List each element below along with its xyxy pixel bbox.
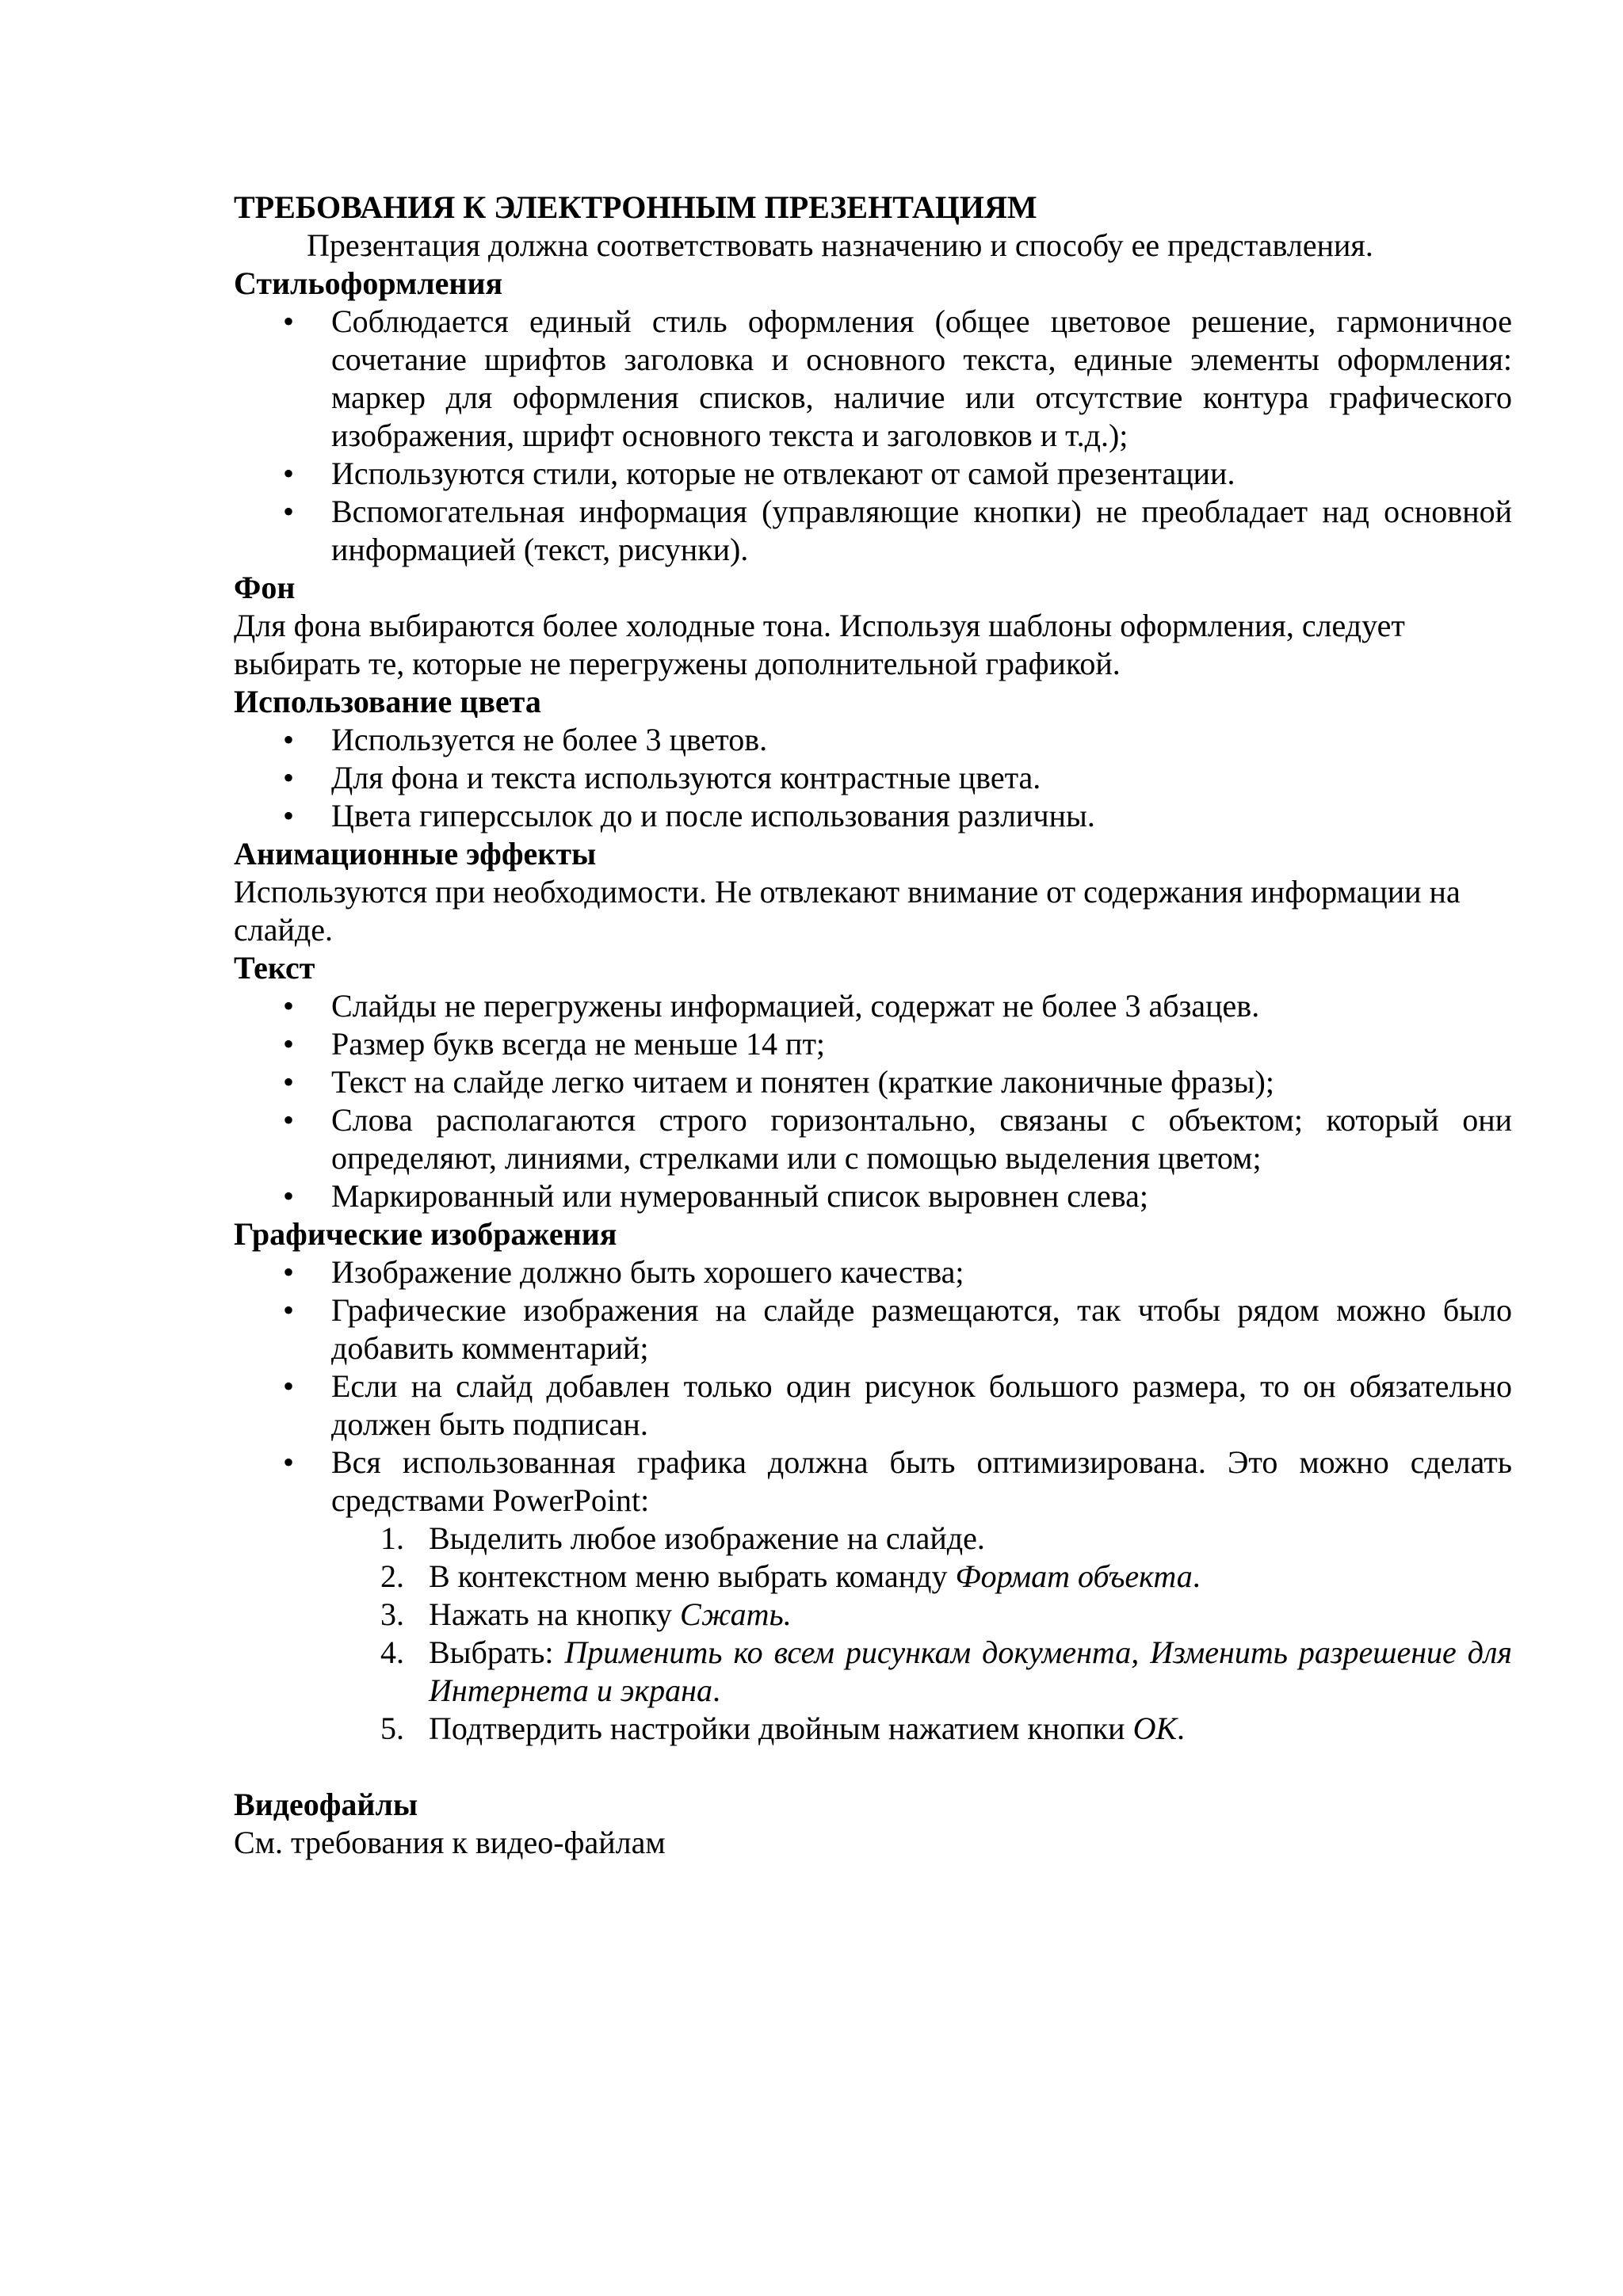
style-list <box>234 303 1512 569</box>
step-item: 2. В контекстном меню выбрать команду Формат объекта. <box>380 1558 1201 1594</box>
list-item: • Вспомогательная информация (управляющие кнопки) не преобладает над основной информацией (текст, рисунки). <box>283 494 1512 567</box>
list-item: • Для фона и текста используются контрастные цвета. <box>283 760 1041 795</box>
document-page <box>234 189 1512 1862</box>
list-item: • Размер букв всегда не меньше 14 пт; <box>283 1026 826 1062</box>
list-item: • Используется не более 3 цветов. <box>283 722 768 757</box>
heading-background: Фон <box>234 570 296 605</box>
bullet-icon: • <box>283 1254 295 1290</box>
color-list <box>234 721 1512 835</box>
optimization-steps <box>234 1520 1512 1748</box>
list-item: • Слайды не перегружены информацией, содержат не более 3 абзацев. <box>283 988 1260 1024</box>
list-item: • Используются стили, которые не отвлекают от самой презентации. <box>283 456 1235 491</box>
animation-paragraph: Используются при необходимости. Не отвлекают внимание от содержания информации на слайде. <box>234 874 1461 948</box>
step-item: 5. Подтвердить настройки двойным нажатием кнопки ОК. <box>380 1711 1186 1746</box>
bullet-icon: • <box>283 456 295 491</box>
document-title: ТРЕБОВАНИЯ К ЭЛЕКТРОННЫМ ПРЕЗЕНТАЦИЯМ <box>234 189 1037 225</box>
bullet-icon: • <box>283 1444 295 1480</box>
step-item: 3. Нажать на кнопку Сжать. <box>380 1596 792 1632</box>
step-number: 5. <box>380 1711 404 1746</box>
list-item: • Изображение должно быть хорошего качества; <box>283 1254 964 1290</box>
list-item: • Маркированный или нумерованный список выровнен слева; <box>283 1178 1148 1214</box>
heading-style: Стильоформления <box>234 265 503 301</box>
intro-paragraph: Презентация должна соответствовать назначению и способу ее представления. <box>307 227 1373 263</box>
bullet-icon: • <box>283 1064 295 1100</box>
list-item: • Цвета гиперссылок до и после использования различны. <box>283 798 1095 833</box>
heading-text: Текст <box>234 950 315 986</box>
bullet-icon: • <box>283 1026 295 1062</box>
list-item: • Соблюдается единый стиль оформления (общее цветовое решение, гармоничное сочетание шрифтов заголовка и основного текста, единые элементы оформления: маркер для оформления списков, наличие или отсутствие контура графического изображения, шрифт основного текста и заголовков и т.д.); <box>283 303 1512 453</box>
bullet-icon: • <box>283 303 295 339</box>
step-item: 4. Выбрать: Применить ко всем рисункам документа, Изменить разрешение для Интернета и экрана. <box>380 1634 1513 1708</box>
heading-color: Использование цвета <box>234 684 541 719</box>
step-item: 1. Выделить любое изображение на слайде. <box>380 1520 985 1556</box>
bullet-icon: • <box>283 1178 295 1214</box>
step-number: 1. <box>380 1520 404 1556</box>
list-item: • Графические изображения на слайде размещаются, так чтобы рядом можно было добавить комментарий; <box>283 1292 1512 1366</box>
bullet-icon: • <box>283 798 295 833</box>
bullet-icon: • <box>283 1292 295 1328</box>
heading-graphics: Графические изображения <box>234 1216 617 1252</box>
heading-animation: Анимационные эффекты <box>234 836 597 871</box>
bullet-icon: • <box>283 1368 295 1404</box>
list-item: • Слова располагаются строго горизонтально, связаны с объектом; который они определяют, линиями, стрелками или с помощью выделения цветом; <box>283 1102 1512 1176</box>
bullet-icon: • <box>283 1102 295 1138</box>
bullet-icon: • <box>283 494 295 529</box>
video-paragraph: См. требования к видео-файлам <box>234 1825 666 1860</box>
bullet-icon: • <box>283 722 295 757</box>
graphics-list <box>234 1253 1512 1520</box>
step-number: 3. <box>380 1596 404 1632</box>
step-number: 4. <box>380 1634 404 1670</box>
list-item: • Текст на слайде легко читаем и понятен (краткие лаконичные фразы); <box>283 1064 1274 1100</box>
list-item: • Если на слайд добавлен только один рисунок большого размера, то он обязательно должен быть подписан. <box>283 1368 1512 1442</box>
spacer <box>234 1748 1512 1786</box>
list-item: • Вся использованная графика должна быть оптимизирована. Это можно сделать средствами PowerPoint: <box>283 1444 1512 1518</box>
step-number: 2. <box>380 1558 404 1594</box>
background-paragraph: Для фона выбираются более холодные тона. Используя шаблоны оформления, следует выбирать те, которые не перегружены дополнительной графикой. <box>234 608 1405 681</box>
bullet-icon: • <box>283 988 295 1024</box>
heading-video: Видеофайлы <box>234 1787 418 1822</box>
bullet-icon: • <box>283 760 295 795</box>
text-list <box>234 987 1512 1215</box>
